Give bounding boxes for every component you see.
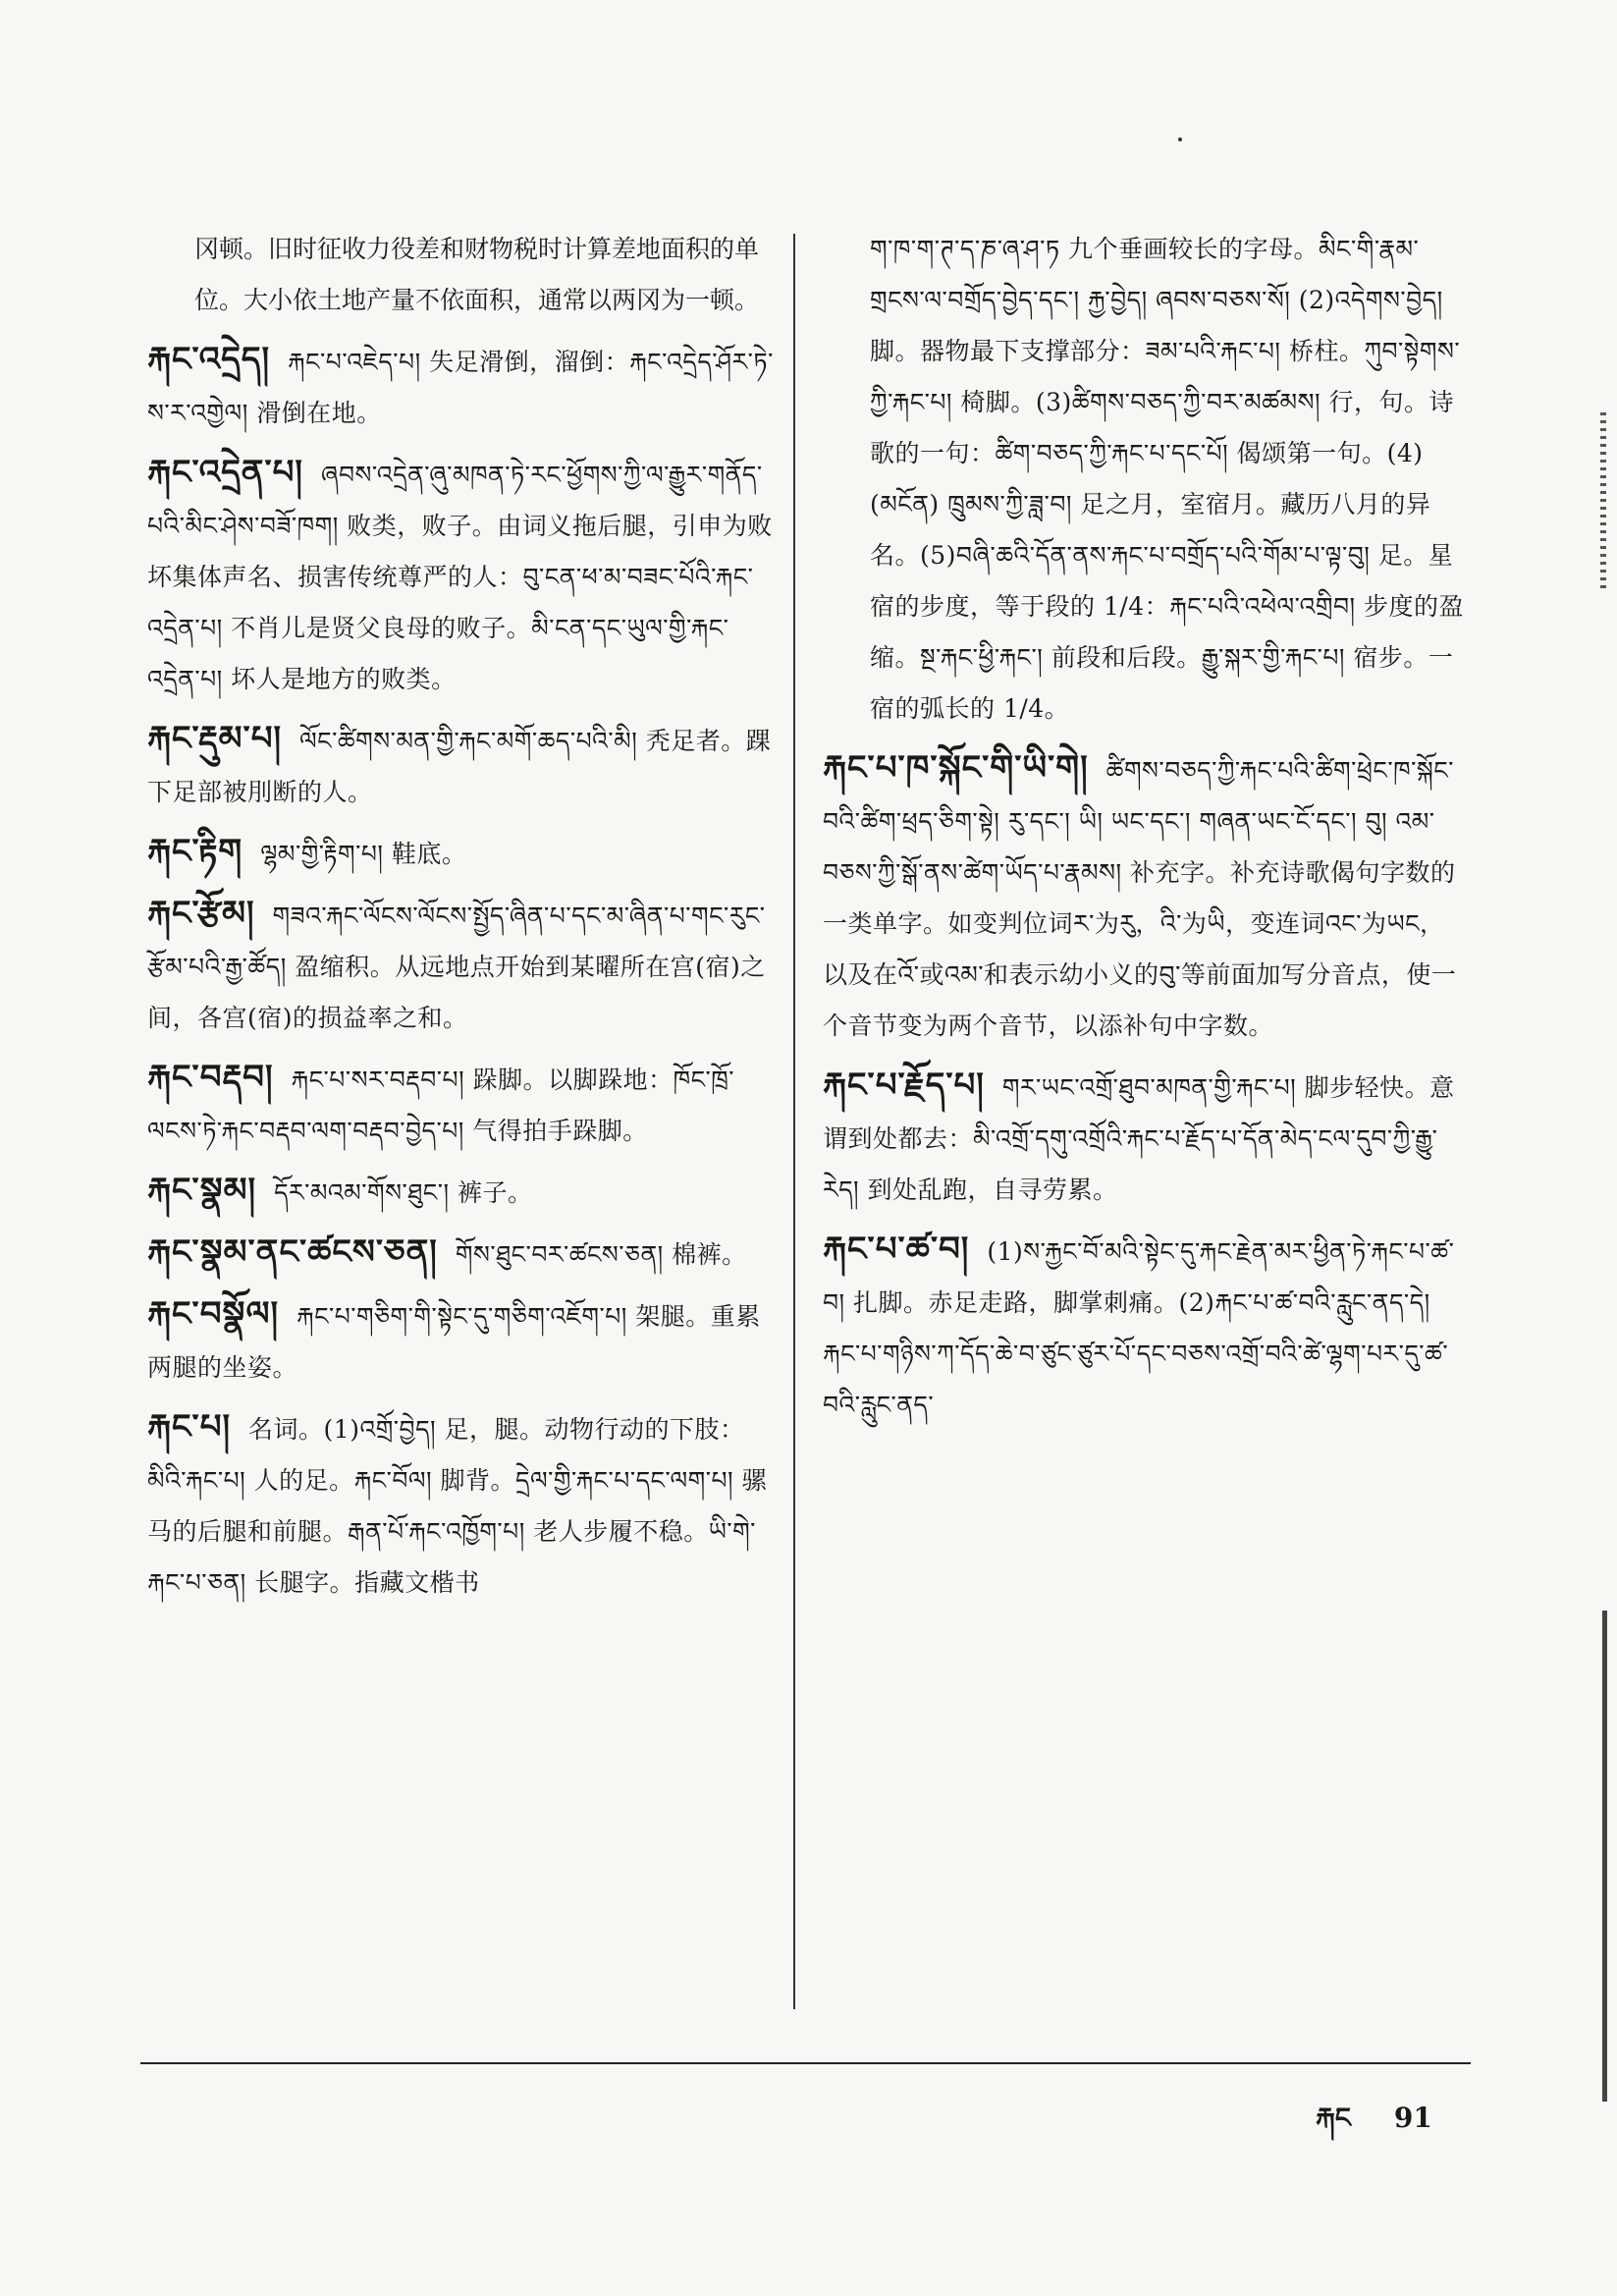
entry-headword: རྐང་པ་ཁ་སྐོང་གི་ཡི་གེ།	[823, 748, 1089, 788]
page-number: 91	[1393, 2102, 1432, 2134]
entry	[147, 713, 776, 818]
entry	[147, 1227, 776, 1281]
entry-text: ལོང་ཚིགས་མན་གྱི་རྐང་མགོ་ཆད་པའི་མི། 秃足者。踝下足部被刖断的人。	[147, 727, 772, 806]
entry	[147, 1401, 776, 1609]
entry	[823, 1060, 1466, 1216]
entry-headword: རྐང་འདྲེད།	[147, 340, 271, 379]
entry	[823, 742, 1466, 1052]
entry-text: རྐང་པ་འཇེད་པ། 失足滑倒，溜倒：རྐང་འདྲེད་ཤོར་ཏེ་ས་ར་འགྱེལ། 滑倒在地。	[147, 348, 774, 427]
entry-text: གར་ཡང་འགྲོ་ཐུབ་མཁན་གྱི་རྐང་པ། 脚步轻快。意谓到处都去：མི་འགྲོ་དགུ་འགྲོའི་རྐང་པ་རྗོད་པ་དོན་མེད་ངལ་དུབ་ཀྱི་རྒྱུ་རེད། 到处乱跑，自寻劳累。	[823, 1073, 1455, 1204]
entry-headword: རྐང་རྟིག	[147, 832, 243, 871]
page-footer	[1316, 2087, 1476, 2164]
entry	[147, 1052, 776, 1157]
entry-text: 名词。(1)འགྲོ་བྱེད། 足，腿。动物行动的下肢：མིའི་རྐང་པ། 人的足。རྐང་བོལ། 脚背。དྲེལ་གྱི་རྐང་པ་དང་ལག་པ། 骡马的后腿和前腿。རྒན་པོ་རྐང་འཁྱོག་པ། 老人步履不稳。ཡི་གེ་རྐང་པ་ཅན། 长腿字。指藏文楷书	[147, 1415, 767, 1597]
entry-headword: རྐང་འདྲེན་པ།	[147, 453, 303, 492]
entry-text: ཚིགས་བཅད་ཀྱི་རྐང་པའི་ཚིག་ཕྲེང་ཁ་སྐོང་བའི་ཚིག་ཕྲད་ཅིག་སྟེ། རུ་དང་། ཡི། ཡང་དང་། གཞན་ཡང་ངོ་དང་། བུ། འམ་བཅས་ཀྱི་སྒོ་ནས་ཚེག་ཡོད་པ་རྣམས། 补充字。补充诗歌偈句字数的一类单字。如变判位词ར་为རུ，འི་为ཡི，变连词འང་为ཡང，以及在འོ་或འམ་和表示幼小义的བུ་等前面加写分音点，使一个音节变为两个音节，以添补句中字数。	[823, 756, 1457, 1040]
entry-headword: རྐང་པ་ཚ་བ།	[823, 1230, 970, 1269]
entry-text: རྐང་པ་གཅིག་གི་སྟེང་དུ་གཅིག་འཇོག་པ། 架腿。重累两腿的坐姿。	[147, 1302, 761, 1382]
entry-headword: རྐང་སྣམ་ནང་ཚངས་ཅན།	[147, 1232, 438, 1272]
left-column	[147, 224, 776, 1616]
entry	[147, 1288, 776, 1394]
entry-headword: རྐང་སྣམ།	[147, 1171, 257, 1210]
entry-headword: རྐང་རྡུམ་པ།	[147, 719, 283, 758]
right-column	[823, 224, 1466, 1439]
entry-headword: རྐང་པ་རྗོད་པ།	[823, 1066, 985, 1105]
entry-text: གཟའ་རྐང་ལོངས་ལོངས་སྤྱོད་ཞིན་པ་དང་མ་ཞིན་པ་གང་རུང་རྩོམ་པའི་རྒྱ་ཚོད། 盈缩积。从远地点开始到某曜所在宫(宿)之间，各宫(宿)的损益率之和。	[147, 902, 766, 1032]
entry-text: 冈顿。旧时征收力役差和财物税时计算差地面积的单位。大小依土地产量不依面积，通常以两冈为一顿。	[194, 235, 760, 314]
footer-rule	[140, 2062, 1471, 2064]
entry	[147, 1165, 776, 1219]
entry-text: རྐང་པ་སར་བརྡབ་པ། 跺脚。以脚跺地：ཁོང་ཁྲོ་ལངས་ཏེ་རྐང་བརྡབ་ལག་བརྡབ་བྱེད་པ། 气得拍手跺脚。	[147, 1066, 735, 1145]
entry-continuation	[823, 224, 1466, 735]
entry-text: གོས་ཐུང་བར་ཚངས་ཅན། 棉裤。	[455, 1240, 747, 1269]
scan-edge-marks	[1600, 412, 1606, 589]
entry-text: ཞབས་འདྲེན་ཞུ་མཁན་ཏེ་རང་ཕྱོགས་ཀྱི་ལ་རྒྱུར་གནོད་པའི་མིང་ཤེས་བཟོ་ཁག། 败类，败子。由词义拖后腿，引申为败坏集体声名、损害传统尊严的人：བུ་ངན་ཕ་མ་བཟང་པོའི་རྐང་འདྲེན་པ། 不肖儿是贤父良母的败子。མི་ངན་དང་ཡུལ་གྱི་རྐང་འདྲེན་པ། 坏人是地方的败类。	[147, 461, 773, 693]
page-dot	[1178, 137, 1182, 141]
entry-headword: རྐང་བསྣོལ།	[147, 1294, 279, 1334]
entry-text: (1)ས་རྐྱང་བོ་མའི་སྟེང་དུ་རྐང་རྗེན་མར་ཕྱིན་ཏེ་རྐང་པ་ཚ་བ། 扎脚。赤足走路，脚掌刺痛。(2)རྐང་པ་ཚ་བའི་རླུང་ནད་དེ། རྐང་པ་གཉིས་ཀ་དོད་ཆེ་བ་ཙུང་ཙུར་པོ་དང་བཅས་འགྲོ་བའི་ཚེ་ལྷག་པར་དུ་ཚ་བའི་རླུང་ནད་	[823, 1237, 1455, 1419]
entry-headword: རྐང་བརྡབ།	[147, 1058, 274, 1097]
entry-headword: རྐང་རྩོམ།	[147, 894, 255, 933]
entry-text: དོར་མའམ་གོས་ཐུང་། 裤子。	[274, 1178, 533, 1207]
footer-section: རྐང	[1316, 2102, 1351, 2134]
entry	[147, 888, 776, 1044]
entry-text: ལྷམ་གྱི་རྟིག་པ། 鞋底。	[260, 840, 467, 868]
entry	[147, 334, 776, 439]
column-divider	[793, 234, 795, 2009]
scan-edge-bar	[1602, 1611, 1607, 2102]
entry	[147, 447, 776, 705]
entry	[823, 1224, 1466, 1431]
entry-headword: རྐང་པ།	[147, 1407, 232, 1447]
entry	[147, 826, 776, 880]
entry-continuation	[147, 224, 776, 326]
entry-text: ག་ཁ་ག་ཊ་ད་ཎ་ཞ་ཤ་ཏ 九个垂画较长的字母。མིང་གི་རྣམ་གྲངས་ལ་བགྲོད་བྱེད་དང་། རྐྱ་བྱེད། ཞབས་བཅས་སོ། (2)འདེགས་བྱེད། 脚。器物最下支撑部分：ཟམ་པའི་རྐང་པ། 桥柱。ཀུབ་སྟེགས་ཀྱི་རྐང་པ། 椅脚。(3)ཚིགས་བཅད་ཀྱི་བར་མཚམས། 行，句。诗歌的一句：ཚིག་བཅད་ཀྱི་རྐང་པ་དང་པོ། 偈颂第一句。(4)(མངོན) ཁྲུམས་ཀྱི་ཟླ་བ། 足之月，室宿月。藏历八月的异名。(5)བཞི་ཆའི་དོན་ནས་རྐང་པ་བགྲོད་པའི་གོམ་པ་ལྟ་བུ། 足。星宿的步度，等于段的 1/4：རྐང་པའི་འཕེལ་འགྲིབ། 步度的盈缩。སྔ་རྐང་ཕྱི་རྐང་། 前段和后段。རྒྱུ་སྐར་གྱི་རྐང་པ། 宿步。一宿的弧长的 1/4。	[870, 235, 1465, 723]
